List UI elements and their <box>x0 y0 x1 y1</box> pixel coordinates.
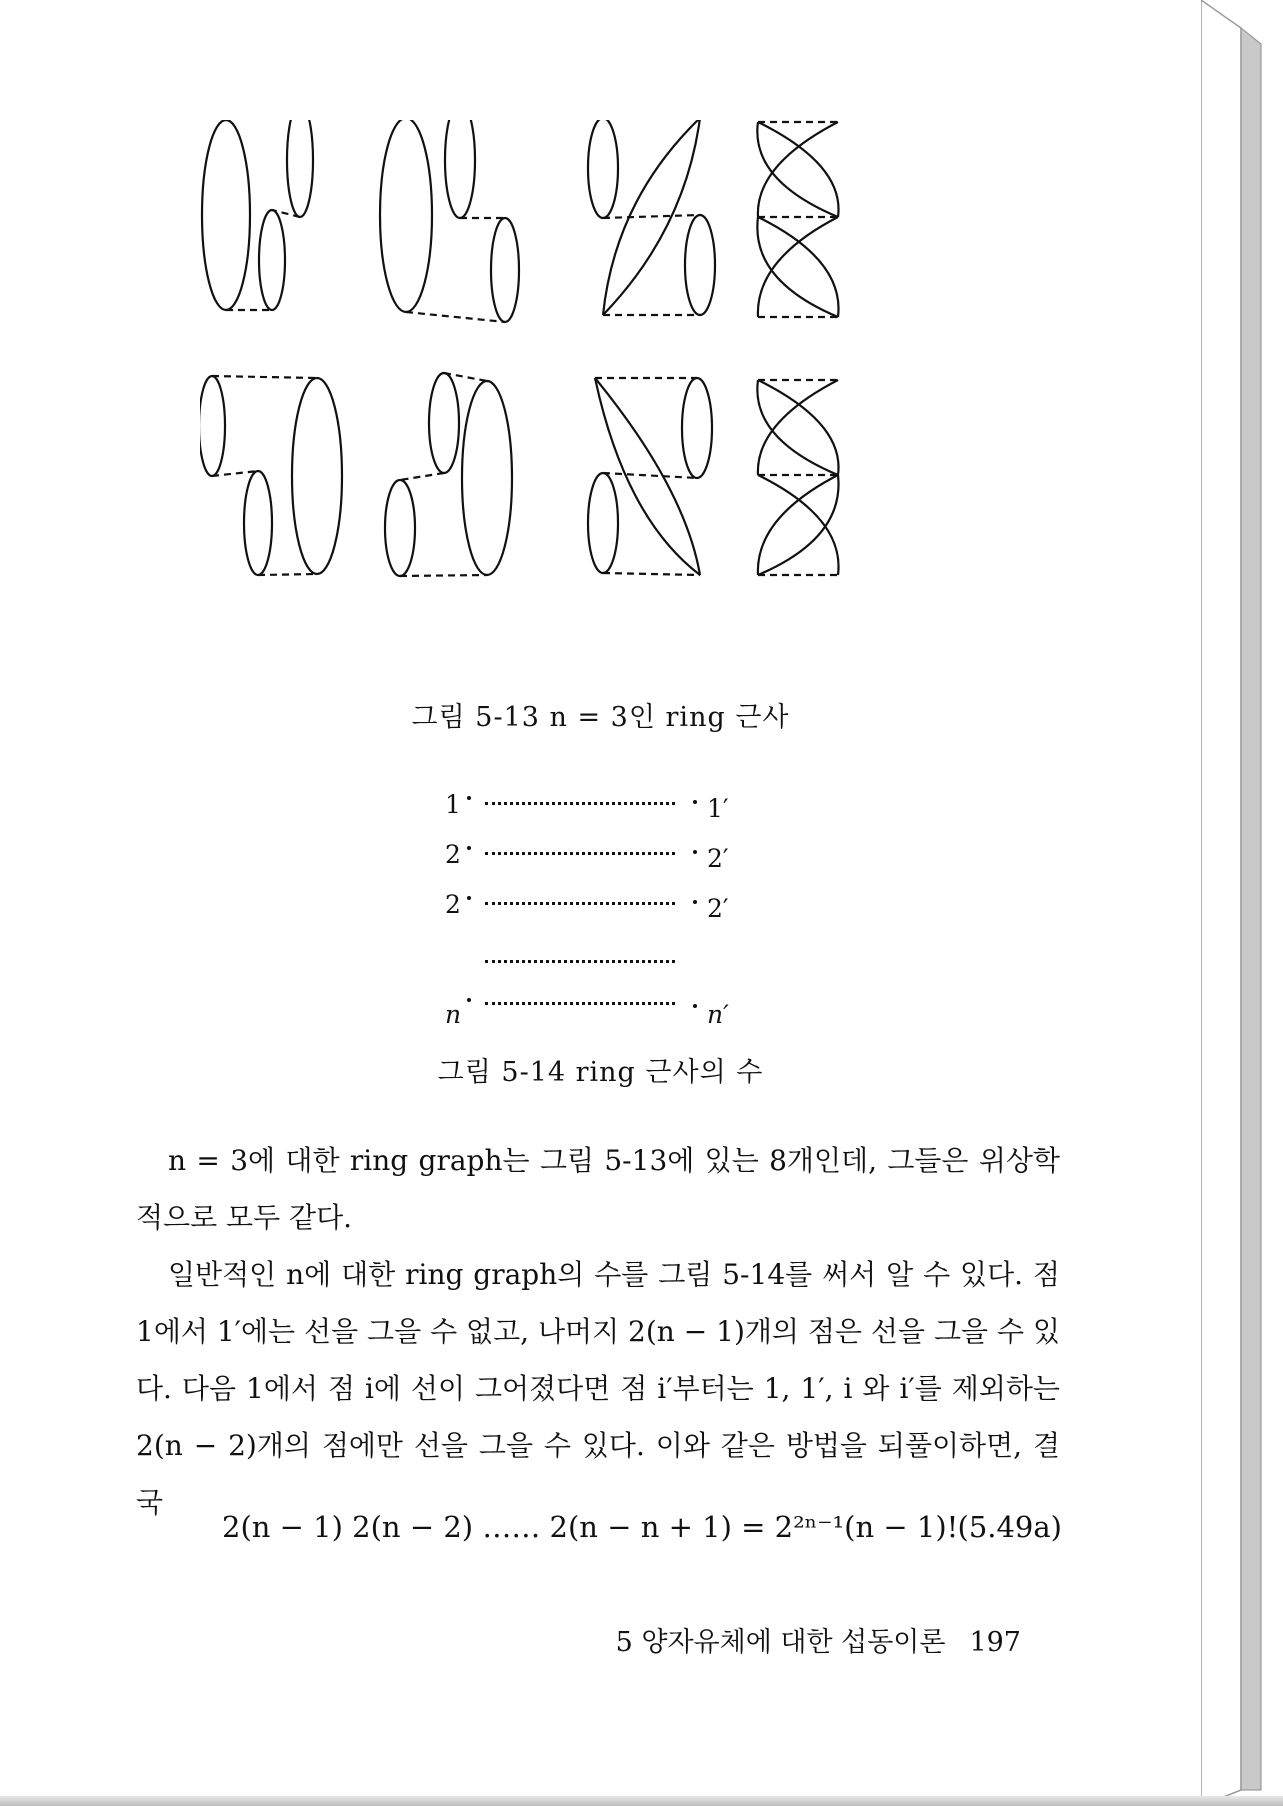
row-n-right-label: n′ <box>707 1000 729 1029</box>
book-page-edge <box>1201 0 1271 1806</box>
equation-5-49a <box>222 1510 1062 1544</box>
equation-expression: 2(n − 1) 2(n − 2) …… 2(n − n + 1) = 2²ⁿ⁻¹(n − 1)! <box>222 1510 959 1544</box>
chapter-title: 5 양자유체에 대한 섭동이론 <box>615 1627 946 1658</box>
ring-graph-4 <box>757 122 838 317</box>
ring-graph-3 <box>588 120 715 315</box>
row-3-right-label: 2′ <box>707 894 729 923</box>
paragraph-2-text: 일반적인 n에 대한 ring graph의 수를 그림 5-14를 써서 알 수 있다. 점 1에서 1′에는 선을 그을 수 없고, 나머지 2(n − 1)개의 점은 선을 그을 수 있다. 다음 1에서 점 i에 선이 그어졌다면 점 i′부터는 1, 1′, i 와 i′를 제외하는 2(n − 2)개의 점에만 선을 그을 수 있다. 이와 같은 방법을 되풀이하면, 결국 <box>136 1258 1060 1519</box>
row-n-dotted-line <box>485 1002 675 1005</box>
equation-number: (5.49a) <box>957 1510 1062 1544</box>
figure-5-14-caption: 그림 5-14 ring 근사의 수 <box>437 1057 764 1088</box>
row-3-right-point <box>693 900 697 904</box>
figure-5-13-diagram <box>200 120 1000 680</box>
paragraph-1 <box>136 1132 1060 1246</box>
ring-graph-7 <box>588 378 712 575</box>
ring-graph-8 <box>757 380 838 575</box>
page-shadow <box>0 1796 1283 1806</box>
ring-graph-2 <box>380 120 519 322</box>
row-1-right-label: 1′ <box>707 794 729 823</box>
figure-5-13-caption: 그림 5-13 n = 3인 ring 근사 <box>411 702 790 733</box>
row-2-right-label: 2′ <box>707 844 729 873</box>
row-1-right-point <box>693 800 697 804</box>
row-2-left-point <box>467 846 471 850</box>
paragraph-2 <box>136 1246 1060 1531</box>
row-3-dotted-line <box>485 902 675 905</box>
paragraph-1-text: n = 3에 대한 ring graph는 그림 5-13에 있는 8개인데, 그들은 위상학적으로 모두 같다. <box>136 1144 1060 1234</box>
row-1-left-point <box>467 796 471 800</box>
row-2-dotted-line <box>485 852 675 855</box>
row-1-left-label: 1 <box>445 790 461 819</box>
ring-graph-1 <box>202 120 313 310</box>
row-3-left-label: 2 <box>445 890 461 919</box>
row-2-right-point <box>693 850 697 854</box>
row-n-right-point <box>693 1004 697 1008</box>
row-ellipsis-dotted-line <box>485 960 675 963</box>
page-number: 197 <box>969 1627 1021 1658</box>
row-1-dotted-line <box>485 802 675 805</box>
ring-graph-5 <box>200 376 342 575</box>
row-n-left-point <box>467 998 471 1002</box>
row-n-left-label: n <box>445 1000 462 1029</box>
page-footer <box>616 1620 1021 1659</box>
row-3-left-point <box>467 896 471 900</box>
row-2-left-label: 2 <box>445 840 461 869</box>
figure-5-14-diagram <box>445 790 745 1030</box>
ring-graph-6 <box>385 373 512 576</box>
